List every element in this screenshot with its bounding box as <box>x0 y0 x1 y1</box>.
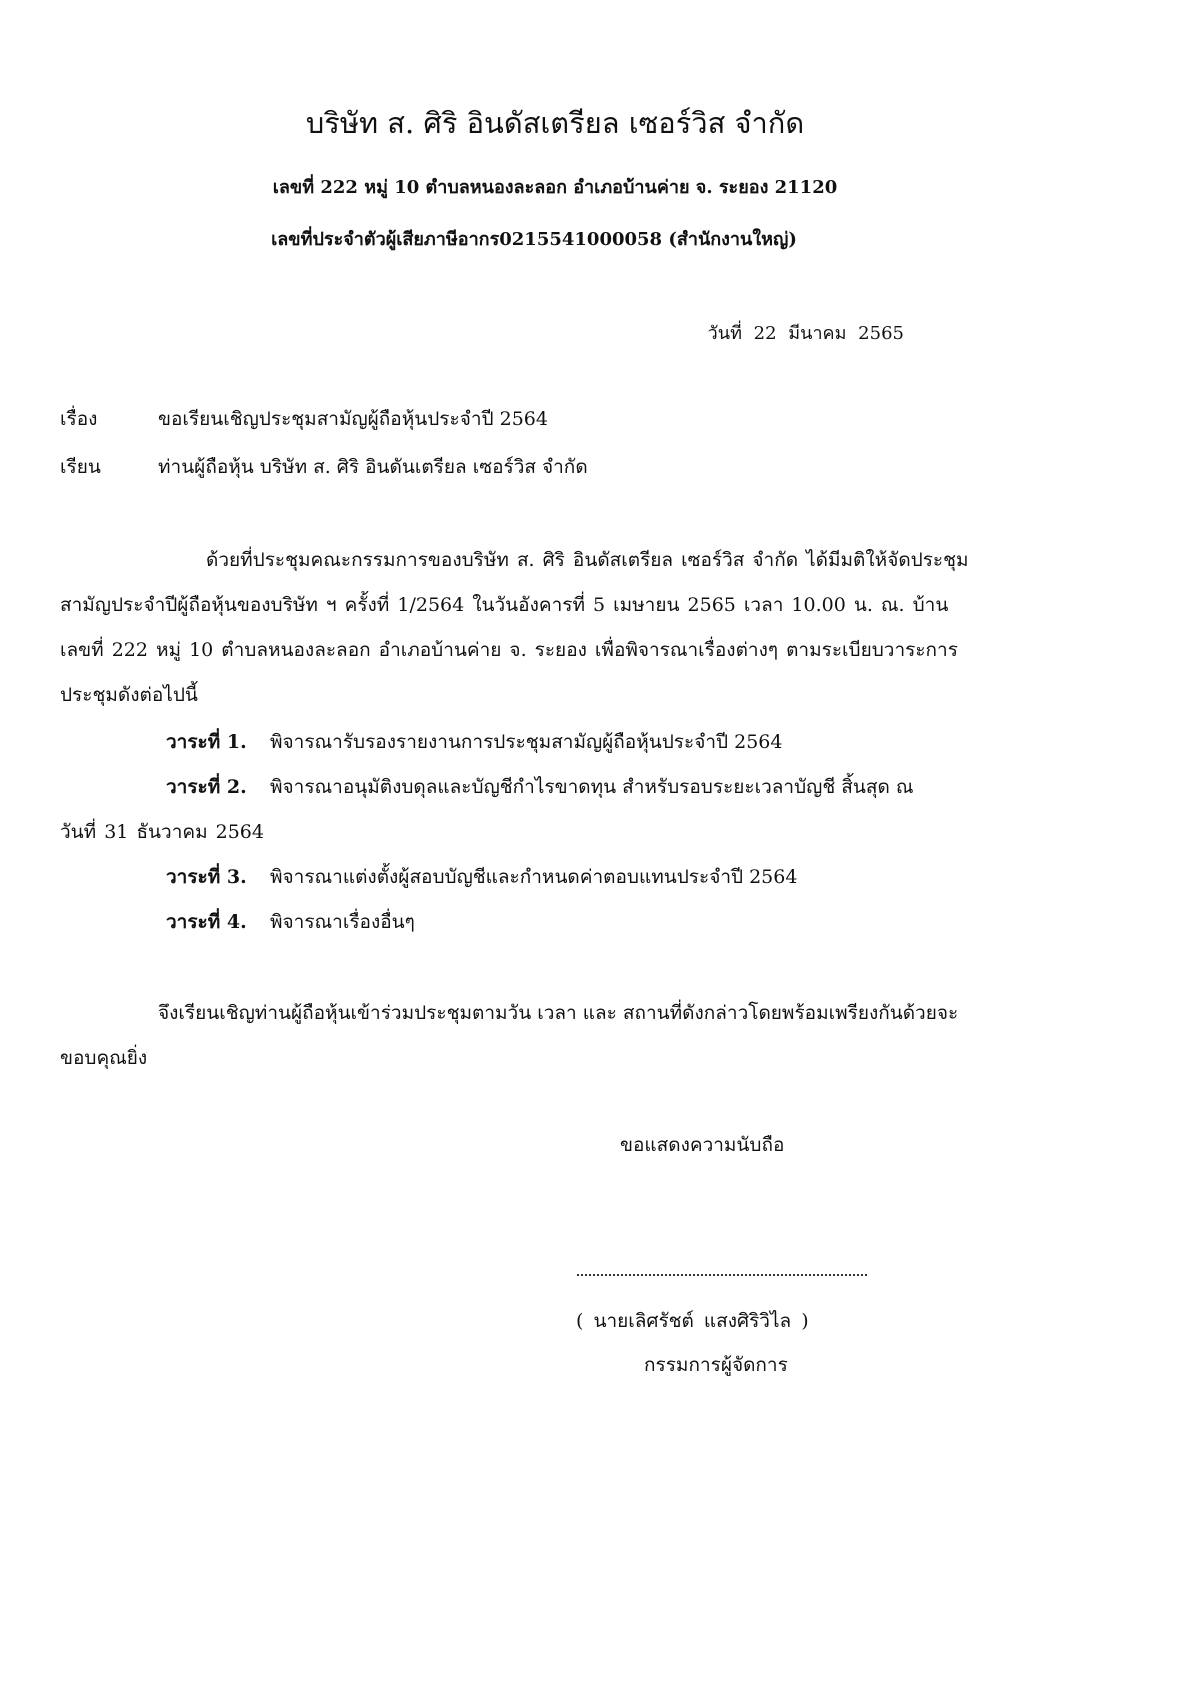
closing-line: ขอบคุณยิ่ง <box>60 1047 148 1069</box>
sign-off: ขอแสดงความนับถือ <box>620 1134 785 1156</box>
body-line: สามัญประจำปีผู้ถือหุ้นของบริษัท ฯ ครั้งที่ 1/2564 ในวันอังคารที่ 5 เมษายน 2565 เวลา 10.00 น. ณ. บ้าน <box>60 594 949 616</box>
signatory-name: ( นายเลิศรัชต์ แสงศิริวิไล ) <box>576 1310 809 1332</box>
agenda-item-3-text: พิจารณาแต่งตั้งผู้สอบบัญชีและกำหนดค่าตอบแทนประจำปี 2564 <box>270 866 798 888</box>
body-line: เลขที่ 222 หมู่ 10 ตำบลหนองละลอก อำเภอบ้านค่าย จ. ระยอง เพื่อพิจารณาเรื่องต่างๆ ตามระเบียบวาระการ <box>60 639 958 661</box>
signature-line <box>577 1266 867 1276</box>
tax-id: เลขที่ประจำตัวผู้เสียภาษีอากร0215541000058 (สำนักงานใหญ่) <box>271 229 797 250</box>
signatory-title: กรรมการผู้จัดการ <box>644 1354 788 1376</box>
company-name: บริษัท ส. ศิริ อินดัสเตรียล เซอร์วิส จำกัด <box>305 106 805 140</box>
letter-date: วันที่ 22 มีนาคม 2565 <box>707 323 904 344</box>
body-line: ด้วยที่ประชุมคณะกรรมการของบริษัท ส. ศิริ อินดัสเตรียล เซอร์วิส จำกัด ได้มีมติให้จัดประชุม <box>206 549 969 571</box>
agenda-item-1-label: วาระที่ 1. <box>166 731 247 753</box>
body-line: ประชุมดังต่อไปนี้ <box>60 684 198 706</box>
agenda-item-2-continuation: วันที่ 31 ธันวาคม 2564 <box>60 821 264 843</box>
subject-label: เรื่อง <box>60 408 98 430</box>
agenda-item-3-label: วาระที่ 3. <box>166 866 247 888</box>
recipient-value: ท่านผู้ถือหุ้น บริษัท ส. ศิริ อินดันเตรียล เซอร์วิส จำกัด <box>158 456 588 478</box>
agenda-item-2-text: พิจารณาอนุมัติงบดุลและบัญชีกำไรขาดทุน สำหรับรอบระยะเวลาบัญชี สิ้นสุด ณ <box>270 776 914 798</box>
agenda-item-2-label: วาระที่ 2. <box>166 776 247 798</box>
agenda-item-1-text: พิจารณารับรองรายงานการประชุมสามัญผู้ถือหุ้นประจำปี 2564 <box>270 731 783 753</box>
subject-value: ขอเรียนเชิญประชุมสามัญผู้ถือหุ้นประจำปี 2564 <box>158 408 548 430</box>
agenda-item-4-text: พิจารณาเรื่องอื่นๆ <box>270 911 415 933</box>
recipient-label: เรียน <box>60 456 101 478</box>
agenda-item-4-label: วาระที่ 4. <box>166 911 247 933</box>
company-address: เลขที่ 222 หมู่ 10 ตำบลหนองละลอก อำเภอบ้านค่าย จ. ระยอง 21120 <box>272 177 838 198</box>
closing-line: จึงเรียนเชิญท่านผู้ถือหุ้นเข้าร่วมประชุมตามวัน เวลา และ สถานที่ดังกล่าวโดยพร้อมเพรียงกันด้วยจะ <box>158 1002 959 1024</box>
